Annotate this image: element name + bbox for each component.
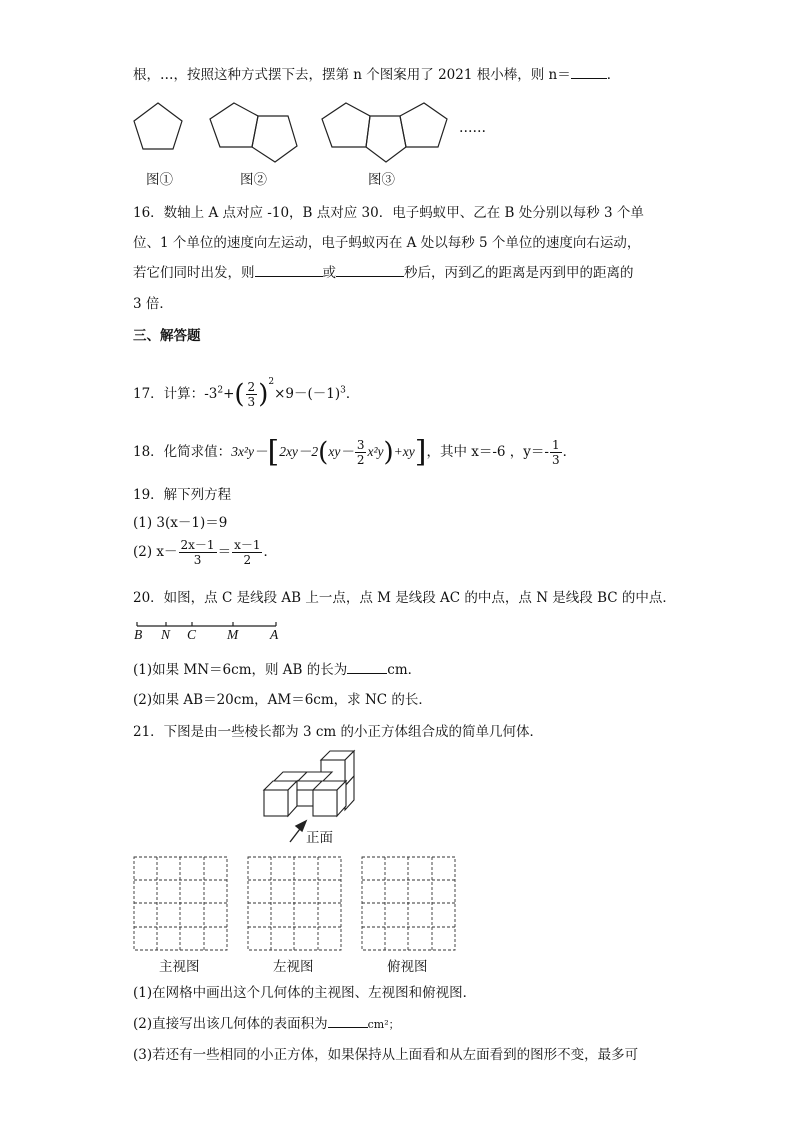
q15-tail: 根，…，按照这种方式摆下去，摆第 n 个图案用了 2021 根小棒，则 n＝ ． (133, 67, 621, 83)
q17: 17．计算：$-3^2+$( $\frac{2}{3}$ )$^2\times 9-(-1)^3$． (133, 377, 360, 410)
q16-line4: 3 倍． (133, 296, 173, 312)
q16-line2: 位、1 个单位的速度向左运动，电子蚂蚁丙在 A 处以每秒 5 个单位的速度向右运动， (133, 235, 641, 251)
point-label-n: N (161, 627, 171, 642)
top-view-label: 俯视图 (387, 959, 428, 975)
q19-title: 19．解下列方程 (133, 487, 232, 503)
figures-ellipsis: …… (459, 120, 486, 136)
point-label-a: A (270, 627, 279, 642)
front-view-label: 主视图 (159, 959, 200, 975)
q17-fraction: $\frac{2}{3}$ (247, 380, 256, 409)
bracket-close: ] (414, 434, 427, 470)
q21-part3: (3)若还有一些相同的小正方体，如果保持从上面看和从左面看到的图形不变，最多可 (133, 1047, 639, 1063)
fig1-caption: 图① (146, 172, 173, 188)
q19-fraction-right: $\frac{x-1}{2}$ (234, 538, 261, 567)
point-label-c: C (187, 627, 197, 642)
q18: 18．化简求值：3x²y－[2xy－2(xy－ $\frac{3}{2}$ x²y)+xy]，其中 x＝-6 ，y＝- $\frac{1}{3}$ ． (133, 434, 577, 470)
q19-fraction-left: $\frac{2x-1}{3}$ (180, 538, 215, 567)
point-label-m: M (227, 627, 239, 642)
front-label: 正面 (306, 830, 333, 846)
q18-fraction: $\frac{3}{2}$ (356, 438, 365, 467)
q19-part1: (1) 3(x－1)＝9 (133, 515, 228, 531)
fig3-caption: 图③ (368, 172, 395, 188)
left-view-label: 左视图 (273, 959, 314, 975)
paren-close: ) (258, 379, 269, 410)
q21-blank (328, 1015, 368, 1028)
q21-text: 21．下图是由一些棱长都为 3 cm 的小正方体组合成的简单几何体． (133, 724, 544, 740)
q18-y-fraction: $\frac{1}{3}$ (552, 438, 560, 467)
q16-line3: 若它们同时出发，则 或 秒后，丙到乙的距离是丙到甲的距离的 (133, 265, 634, 281)
section-heading: 三、解答题 (133, 328, 201, 344)
q16-line1: 16．数轴上 A 点对应 -10，B 点对应 30．电子蚂蚁甲、乙在 B 处分别以每秒 3 个单 (133, 205, 644, 221)
q20-text: 20．如图，点 C 是线段 AB 上一点，点 M 是线段 AC 的中点，点 N 是线段 BC 的中点． (133, 590, 676, 606)
point-label-b: B (134, 627, 143, 642)
fig2-caption: 图② (240, 172, 267, 188)
q19-part2: (2) x－ $\frac{2x-1}{3}$ ＝ $\frac{x-1}{2}$ ． (133, 538, 277, 567)
q21-part2: (2)直接写出该几何体的表面积为 cm²； (133, 1016, 400, 1032)
q20-part2: (2)如果 AB＝20cm，AM＝6cm，求 NC 的长． (133, 692, 432, 708)
q20-part1: (1)如果 MN＝6cm，则 AB 的长为 cm． (133, 662, 422, 678)
q21-part1: (1)在网格中画出这个几何体的主视图、左视图和俯视图． (133, 985, 477, 1001)
bracket-open: [ (267, 434, 280, 470)
paren-open: ( (234, 379, 245, 410)
